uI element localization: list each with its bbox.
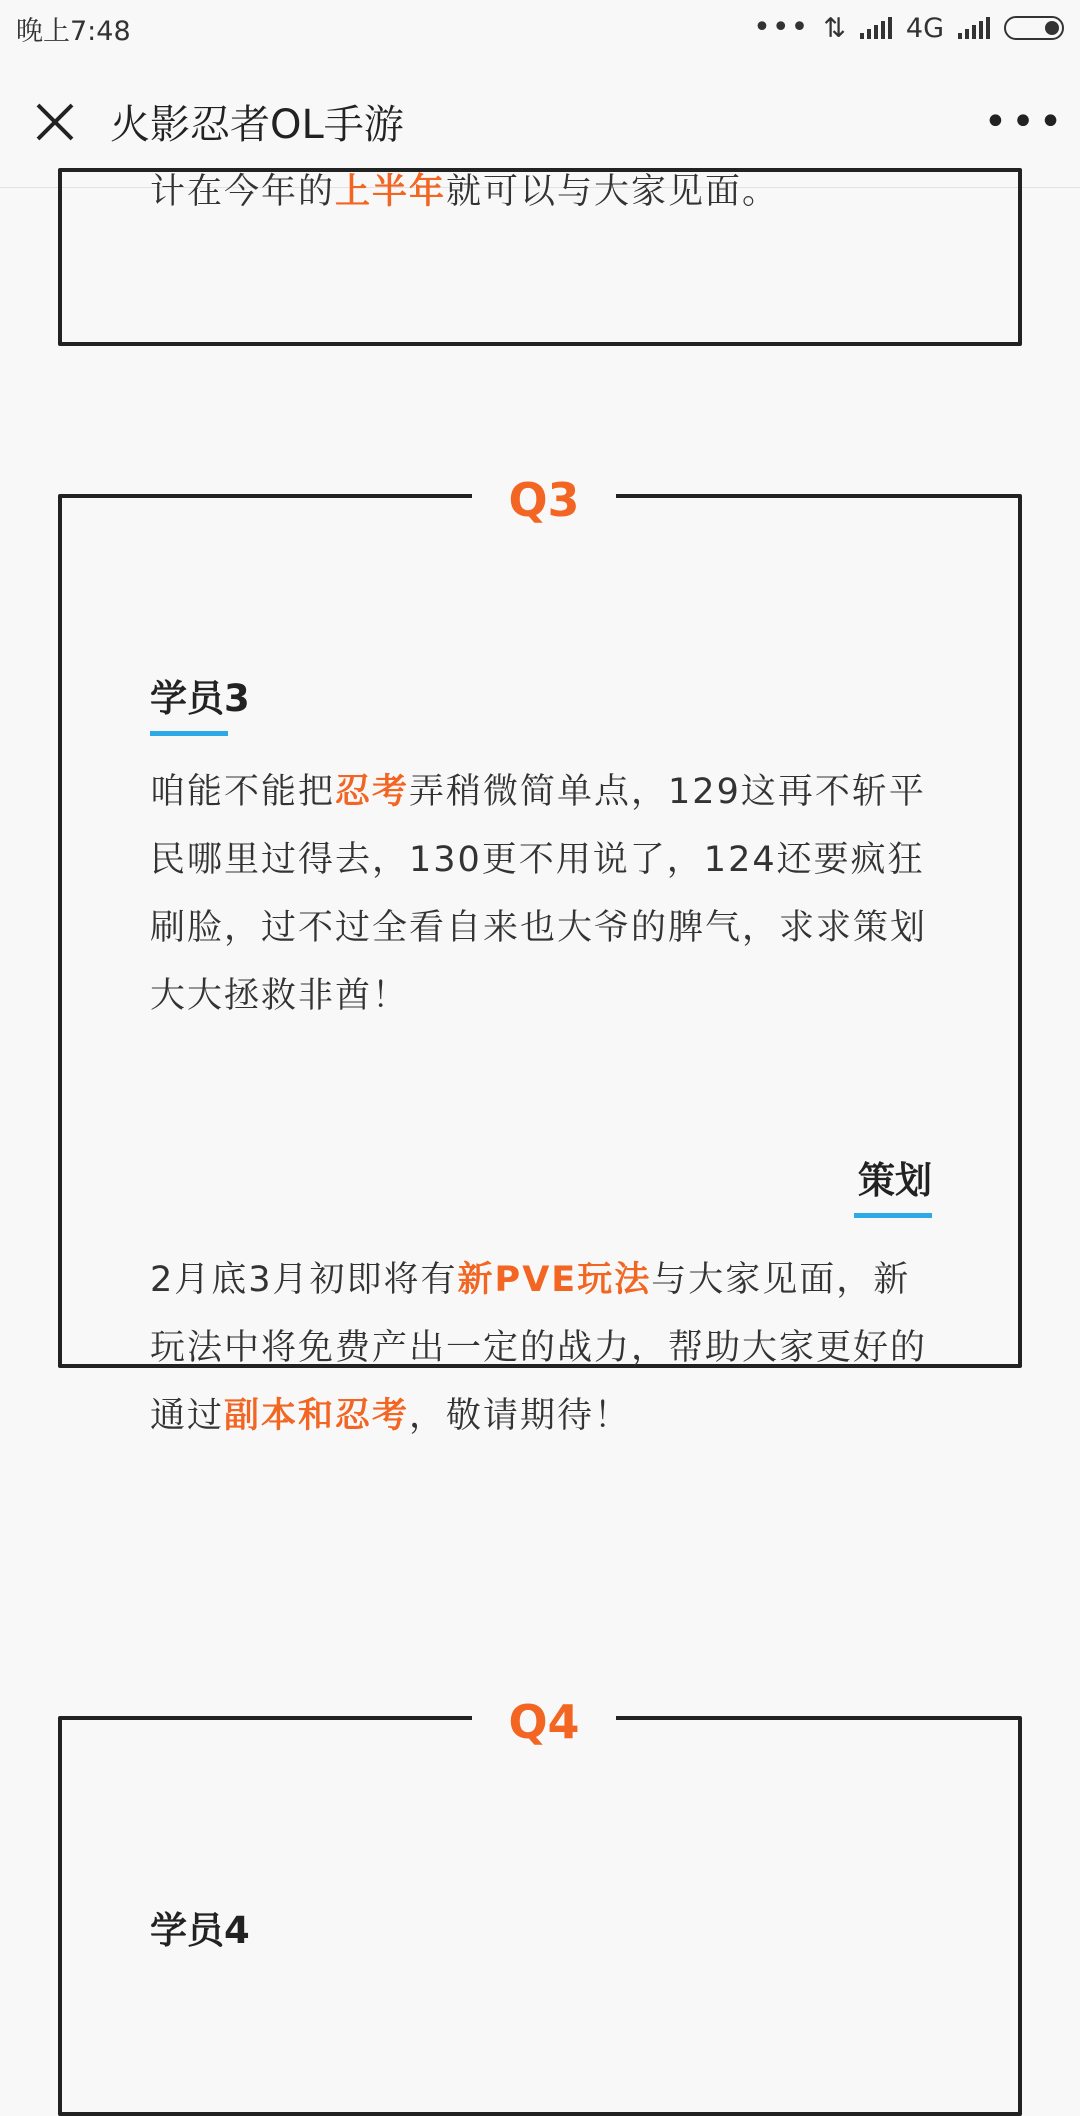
q2-answer-tail <box>150 158 940 226</box>
q3-answer-part-c: ，敬请期待！ <box>409 1396 632 1436</box>
q3-tag: Q3 <box>472 462 616 538</box>
q3-question-highlight: 忍考 <box>335 772 410 812</box>
battery-icon <box>1004 16 1064 40</box>
q4-tag: Q4 <box>472 1684 616 1760</box>
page-title: 火影忍者OL手游 <box>110 102 404 148</box>
q4-student-name: 学员4 <box>150 1909 250 1952</box>
data-transfer-icon: ⇅ <box>823 12 846 44</box>
q3-answer-part-b: 与大家见面，新玩法中将免费产出一定的战力，帮助大家更好的通过 <box>150 1260 928 1436</box>
more-icon: ••• <box>983 98 1067 145</box>
notification-dots-icon: ••• <box>753 10 810 45</box>
status-bar <box>0 0 1080 56</box>
network-type: 4G <box>905 12 944 44</box>
q4-box <box>58 1695 1022 2116</box>
signal-icon-2 <box>958 17 990 39</box>
q3-question-before: 咱能不能把 <box>150 772 336 812</box>
status-time: 晚上7:48 <box>16 15 131 47</box>
q3-answer <box>150 1246 940 1450</box>
q3-answer-highlight-2: 副本和忍考 <box>224 1396 410 1436</box>
article-content <box>0 172 1080 1952</box>
q2-text-after: 就可以与大家见面。 <box>446 172 780 212</box>
q3-planner-underline <box>854 1213 932 1218</box>
q3-box <box>58 473 1022 1436</box>
q3-planner-name: 策划 <box>858 1159 932 1202</box>
q3-student-underline <box>150 731 228 736</box>
signal-icon <box>860 17 892 39</box>
q3-question <box>150 758 940 1030</box>
q2-box <box>58 168 1022 346</box>
q3-answer-highlight-1: 新PVE玩法 <box>457 1260 652 1300</box>
status-icons <box>753 10 1064 45</box>
q2-highlight: 上半年 <box>335 172 447 212</box>
q3-student-name: 学员3 <box>150 677 250 720</box>
close-icon <box>35 102 75 142</box>
q2-text-before: 计在今年的 <box>150 172 336 212</box>
q3-answer-part-a: 2月底3月初即将有 <box>150 1260 458 1300</box>
q3-question-after: 弄稍微简单点，129这再不斩平民哪里过得去，130更不用说了，124还要疯狂刷脸，过不过全看自来也大爷的脾气，求求策划大大拯救非酋！ <box>150 772 928 1016</box>
